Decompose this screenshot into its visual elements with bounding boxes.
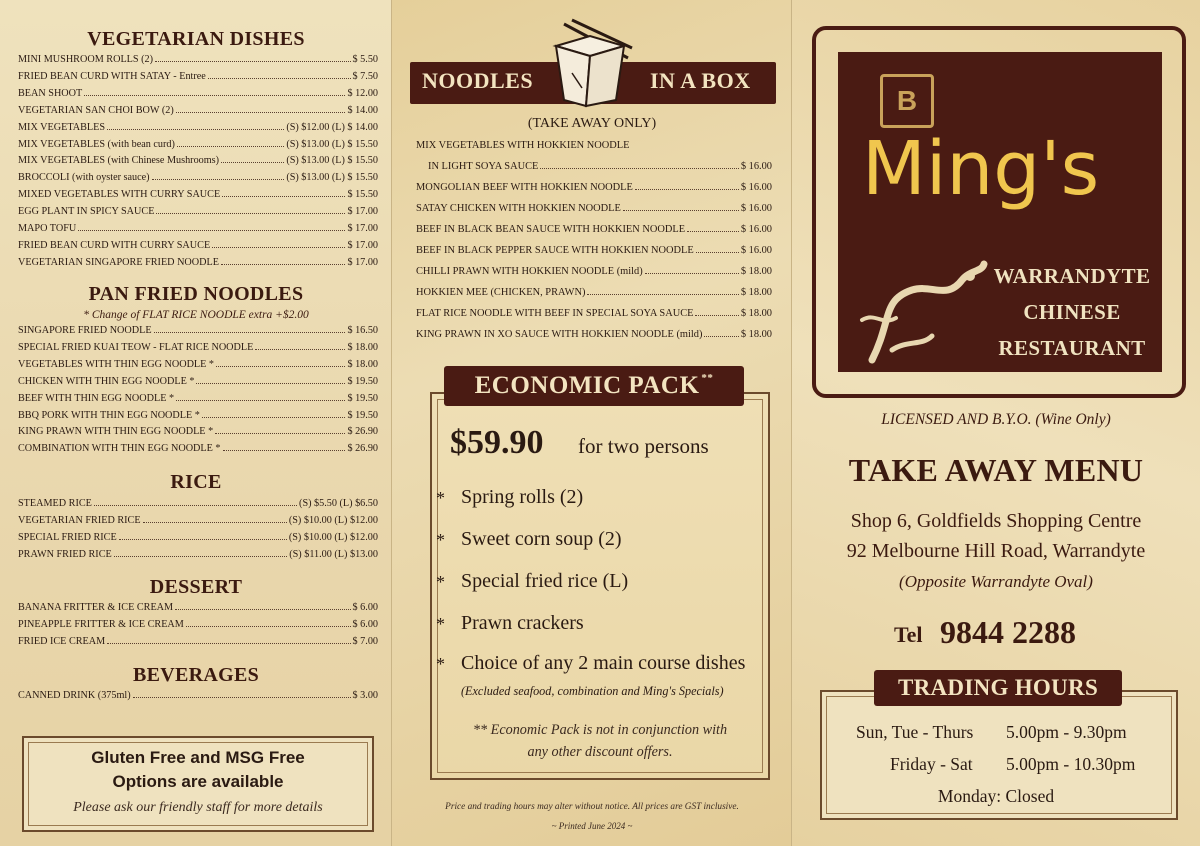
noodle-item-row <box>416 329 772 345</box>
dot-leader <box>119 539 287 540</box>
menu-item-name: MIXED VEGETABLES WITH CURRY SAUCE <box>18 189 221 201</box>
noodles-header-left: NOODLES <box>422 68 534 93</box>
menu-item-row <box>18 359 378 375</box>
licensed-byo: LICENSED AND B.Y.O. (Wine Only) <box>881 411 1111 428</box>
hours-day-2: Friday - Sat <box>890 754 973 774</box>
logo-badge: B <box>880 74 934 128</box>
menu-item-price: $ 15.50 <box>347 189 378 201</box>
noodle-item-price: $ 18.00 <box>740 287 772 298</box>
dot-leader <box>221 162 284 163</box>
menu-item-price: $ 16.50 <box>347 325 378 336</box>
menu-item-name: CHICKEN WITH THIN EGG NOODLE * <box>18 375 195 387</box>
menu-item-name: BANANA FRITTER & ICE CREAM <box>18 602 174 613</box>
trading-hours-title: TRADING HOURS <box>874 670 1122 706</box>
dot-leader <box>208 78 351 79</box>
gluten-free-line: Gluten Free and MSG Free <box>91 748 305 767</box>
monday-closed: Monday: Closed <box>937 786 1055 806</box>
economic-pack-title-text: ECONOMIC PACK <box>474 372 700 399</box>
menu-item-price: $ 17.00 <box>347 206 378 218</box>
dot-leader <box>212 247 345 248</box>
menu-item-price: $ 12.00 <box>347 87 378 99</box>
menu-item-row <box>18 223 378 239</box>
economic-pack-title <box>444 366 744 406</box>
bullet-star: * <box>436 530 445 550</box>
menu-item-price: (S) $13.00 (L) $ 15.50 <box>286 138 378 150</box>
warrandyte-line: WARRANDYTE <box>993 264 1151 288</box>
menu-item-row <box>18 105 378 121</box>
economic-pack-persons: for two persons <box>578 434 709 458</box>
dot-leader <box>114 556 288 557</box>
menu-item-name: COMBINATION WITH THIN EGG NOODLE * <box>18 443 221 455</box>
menu-item-price: $ 3.00 <box>352 690 378 701</box>
menu-item-name: MIX VEGETABLES (with Chinese Mushrooms) <box>18 155 220 167</box>
dot-leader <box>645 273 739 274</box>
menu-item-price: $ 6.00 <box>352 618 378 630</box>
menu-item-row <box>18 602 378 618</box>
noodle-item-price: $ 18.00 <box>740 308 772 319</box>
noodle-item-row <box>416 203 772 219</box>
economic-pack-footnote-2: any other discount offers. <box>527 744 673 760</box>
dot-leader <box>635 189 739 190</box>
dot-leader <box>202 417 346 418</box>
ask-staff-line: Please ask our friendly staff for more details <box>73 800 323 815</box>
menu-item-price: $ 26.90 <box>347 443 378 455</box>
dot-leader <box>152 179 285 180</box>
menu-item-row <box>18 498 378 514</box>
bullet-star: * <box>436 572 445 592</box>
dragon-icon <box>852 250 992 380</box>
menu-item-row <box>18 376 378 392</box>
menu-item-price: (S) $13.00 (L) $ 15.50 <box>286 172 378 184</box>
menu-item-row <box>18 342 378 358</box>
noodle-item-price: $ 16.00 <box>740 245 772 256</box>
menu-item-price: (S) $5.50 (L) $6.50 <box>299 498 378 509</box>
menu-item-price: $ 6.00 <box>352 602 378 613</box>
menu-item-row <box>18 393 378 409</box>
noodle-item-row <box>416 245 772 261</box>
noodle-item-name: BEEF IN BLACK PEPPER SAUCE WITH HOKKIEN NOODLE <box>416 245 694 256</box>
menu-item-name: SPECIAL FRIED RICE <box>18 531 117 543</box>
dot-leader <box>540 168 738 169</box>
menu-item-name: MINI MUSHROOM ROLLS (2) <box>18 54 153 65</box>
restaurant-name: Ming's <box>862 126 1100 212</box>
economic-pack-exclusion: (Excluded seafood, combination and Ming's Specials) <box>461 684 724 698</box>
noodle-item-row <box>416 182 772 198</box>
dot-leader <box>255 349 345 350</box>
economic-pack-price: $59.90 <box>450 424 544 461</box>
noodle-item-name: MIX VEGETABLES WITH HOKKIEN NOODLE <box>416 140 630 151</box>
menu-item-price: $ 17.00 <box>347 223 378 234</box>
menu-item-row <box>18 443 378 459</box>
dot-leader <box>587 294 738 295</box>
noodle-item-name: MONGOLIAN BEEF WITH HOKKIEN NOODLE <box>416 182 633 193</box>
economic-pack-title-mark: ** <box>701 372 714 384</box>
noodle-item-price: $ 16.00 <box>740 224 772 235</box>
menu-item-name: SINGAPORE FRIED NOODLE <box>18 325 152 336</box>
dot-leader <box>94 505 297 506</box>
restaurant-line: RESTAURANT <box>998 336 1146 360</box>
menu-item-price: $ 19.50 <box>347 375 378 387</box>
noodle-item-price: $ 16.00 <box>740 203 772 214</box>
menu-item-row <box>18 426 378 442</box>
noodles-header-right: IN A BOX <box>650 68 751 93</box>
menu-item-name: MIX VEGETABLES <box>18 121 106 133</box>
menu-item-name: BBQ PORK WITH THIN EGG NOODLE * <box>18 409 200 421</box>
menu-item-price: $ 19.50 <box>347 392 378 404</box>
menu-item-price: $ 5.50 <box>352 54 378 65</box>
left-menu-panel <box>0 0 392 846</box>
menu-item-name: EGG PLANT IN SPICY SAUCE <box>18 206 155 218</box>
chinese-line: CHINESE <box>1023 300 1121 324</box>
menu-item-name: VEGETARIAN SAN CHOI BOW (2) <box>18 104 174 116</box>
dot-leader <box>223 450 346 451</box>
menu-item-price: $ 17.00 <box>347 239 378 251</box>
menu-item-row <box>18 690 378 706</box>
take-away-only-label: (TAKE AWAY ONLY) <box>527 116 657 131</box>
rice-heading: RICE <box>170 471 222 493</box>
dot-leader <box>704 336 738 337</box>
bullet-star: * <box>436 654 445 674</box>
dot-leader <box>215 433 345 434</box>
menu-item-price: $ 14.00 <box>347 104 378 116</box>
dot-leader <box>156 213 345 214</box>
noodle-box-icon <box>542 18 638 110</box>
hours-time-2: 5.00pm - 10.30pm <box>1006 754 1136 774</box>
hours-day-1: Sun, Tue - Thurs <box>856 722 974 742</box>
noodle-item-price: $ 18.00 <box>740 266 772 277</box>
dot-leader <box>175 609 350 610</box>
menu-item-price: (S) $11.00 (L) $13.00 <box>289 548 378 560</box>
dot-leader <box>623 210 739 211</box>
menu-item-price: (S) $12.00 (L) $ 14.00 <box>286 121 378 133</box>
bullet-star: * <box>436 488 445 508</box>
menu-item-row <box>18 410 378 426</box>
menu-item-name: KING PRAWN WITH THIN EGG NOODLE * <box>18 426 214 438</box>
menu-item-row <box>18 122 378 138</box>
noodle-item-name: SATAY CHICKEN WITH HOKKIEN NOODLE <box>416 203 621 214</box>
tel-label: Tel <box>894 622 923 647</box>
noodle-item-name: CHILLI PRAWN WITH HOKKIEN NOODLE (mild) <box>416 266 643 277</box>
noodle-item-name: BEEF IN BLACK BEAN SAUCE WITH HOKKIEN NOODLE <box>416 224 686 235</box>
menu-item-name: VEGETABLES WITH THIN EGG NOODLE * <box>18 358 215 370</box>
dot-leader <box>696 252 739 253</box>
cover-panel <box>792 0 1200 846</box>
options-available-line: Options are available <box>112 772 284 791</box>
address-line-2: 92 Melbourne Hill Road, Warrandyte <box>846 540 1146 562</box>
menu-item-price: $ 17.00 <box>347 256 378 268</box>
dot-leader <box>154 332 346 333</box>
address-line-3: (Opposite Warrandyte Oval) <box>899 572 1093 591</box>
gluten-free-box <box>22 736 374 832</box>
noodle-item-name: HOKKIEN MEE (CHICKEN, PRAWN) <box>416 287 586 298</box>
menu-item-price: $ 26.90 <box>347 426 378 438</box>
menu-item-row <box>18 549 378 565</box>
dot-leader <box>78 230 345 231</box>
vegetarian-heading: VEGETARIAN DISHES <box>87 28 305 50</box>
address-line-1: Shop 6, Goldfields Shopping Centre <box>850 510 1142 532</box>
noodle-item-name: KING PRAWN IN XO SAUCE WITH HOKKIEN NOODLE (mild) <box>416 329 703 340</box>
menu-item-name: BROCCOLI (with oyster sauce) <box>18 172 150 184</box>
menu-item-row <box>18 172 378 188</box>
dot-leader <box>221 264 345 265</box>
dot-leader <box>177 146 284 147</box>
beverages-heading: BEVERAGES <box>132 664 260 686</box>
economic-pack-item: Special fried rice (L) <box>461 570 629 592</box>
dot-leader <box>107 129 284 130</box>
menu-item-row <box>18 636 378 652</box>
dot-leader <box>186 626 351 627</box>
menu-item-row <box>18 240 378 256</box>
menu-item-name: STEAMED RICE <box>18 498 92 509</box>
menu-item-name: PINEAPPLE FRITTER & ICE CREAM <box>18 618 184 630</box>
menu-item-row <box>18 88 378 104</box>
pan-fried-heading: PAN FRIED NOODLES <box>88 283 304 305</box>
menu-item-name: FRIED ICE CREAM <box>18 635 106 647</box>
menu-item-name: MIX VEGETABLES (with bean curd) <box>18 138 175 150</box>
middle-menu-panel <box>392 0 792 846</box>
hours-time-1: 5.00pm - 9.30pm <box>1006 722 1127 742</box>
dot-leader <box>196 383 345 384</box>
menu-item-row <box>18 206 378 222</box>
noodle-item-row <box>416 308 772 324</box>
menu-item-name: FRIED BEAN CURD WITH SATAY - Entree <box>18 70 206 82</box>
economic-pack-item: Choice of any 2 main course dishes <box>461 652 746 674</box>
menu-item-name: VEGETARIAN SINGAPORE FRIED NOODLE <box>18 256 219 268</box>
menu-item-name: SPECIAL FRIED KUAI TEOW - FLAT RICE NOODLE <box>18 341 254 353</box>
menu-item-name: FRIED BEAN CURD WITH CURRY SAUCE <box>18 239 211 251</box>
phone-number[interactable]: 9844 2288 <box>940 614 1076 650</box>
dot-leader <box>107 643 350 644</box>
menu-item-name: BEAN SHOOT <box>18 87 83 99</box>
dot-leader <box>133 697 351 698</box>
noodle-item-price: $ 18.00 <box>740 329 772 340</box>
price-disclaimer: Price and trading hours may alter without notice. All prices are GST inclusive. <box>445 802 739 812</box>
menu-item-row <box>18 155 378 171</box>
economic-pack-footnote-1: ** Economic Pack is not in conjunction with <box>472 722 728 738</box>
menu-item-name: PRAWN FRIED RICE <box>18 548 112 560</box>
menu-item-price: $ 19.50 <box>347 409 378 421</box>
noodle-item-row <box>416 140 772 156</box>
noodle-item-row <box>416 224 772 240</box>
dot-leader <box>143 522 287 523</box>
noodle-item-row <box>416 266 772 282</box>
menu-item-row <box>18 515 378 531</box>
menu-item-name: CANNED DRINK (375ml) <box>18 690 131 701</box>
menu-item-price: (S) $10.00 (L) $12.00 <box>288 514 378 526</box>
menu-item-row <box>18 257 378 273</box>
dot-leader <box>84 95 345 96</box>
economic-pack-item: Sweet corn soup (2) <box>461 528 622 550</box>
noodle-item-row <box>428 161 772 177</box>
pan-fried-note: * Change of FLAT RICE NOODLE extra +$2.00 <box>83 309 309 321</box>
take-away-menu-title: TAKE AWAY MENU <box>848 452 1144 488</box>
noodle-item-name: FLAT RICE NOODLE WITH BEEF IN SPECIAL SOYA SAUCE <box>416 308 694 319</box>
bullet-star: * <box>436 614 445 634</box>
menu-item-price: (S) $13.00 (L) $ 15.50 <box>286 155 378 167</box>
menu-item-row <box>18 139 378 155</box>
noodle-item-row <box>416 287 772 303</box>
dot-leader <box>216 366 345 367</box>
menu-item-price: $ 18.00 <box>347 341 378 353</box>
menu-item-price: (S) $10.00 (L) $12.00 <box>288 531 378 543</box>
menu-item-price: $ 18.00 <box>347 358 378 370</box>
menu-item-name: MAPO TOFU <box>18 223 77 234</box>
menu-item-name: VEGETARIAN FRIED RICE <box>18 514 141 526</box>
menu-item-name: BEEF WITH THIN EGG NOODLE * <box>18 392 175 404</box>
menu-item-row <box>18 189 378 205</box>
dot-leader <box>176 112 346 113</box>
dot-leader <box>155 61 351 62</box>
printed-date: ~ Printed June 2024 ~ <box>551 821 633 831</box>
economic-pack-item: Prawn crackers <box>461 612 584 634</box>
dessert-heading: DESSERT <box>149 576 243 598</box>
menu-item-row <box>18 71 378 87</box>
noodle-item-price: $ 16.00 <box>740 182 772 193</box>
menu-item-row <box>18 532 378 548</box>
menu-item-row <box>18 54 378 70</box>
menu-item-row <box>18 619 378 635</box>
noodle-item-price: $ 16.00 <box>740 161 772 172</box>
menu-item-row <box>18 325 378 341</box>
dot-leader <box>222 196 345 197</box>
noodle-item-name: IN LIGHT SOYA SAUCE <box>428 161 539 172</box>
dot-leader <box>176 400 345 401</box>
menu-item-price: $ 7.50 <box>352 70 378 82</box>
dot-leader <box>687 231 739 232</box>
menu-item-price: $ 7.00 <box>352 635 378 647</box>
economic-pack-item: Spring rolls (2) <box>461 486 584 508</box>
dot-leader <box>695 315 738 316</box>
